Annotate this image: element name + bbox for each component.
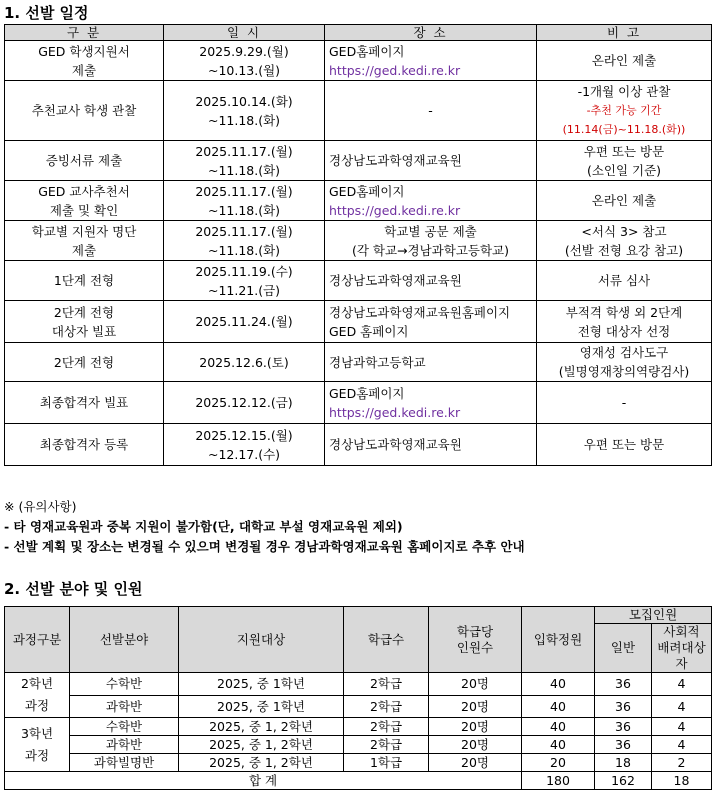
schedule-note-highlight: -추천 가능 기간: [586, 104, 662, 117]
schedule-place: [325, 141, 537, 181]
schedule-date-line: 2025.12.15.(월): [195, 427, 293, 443]
schedule-place-line: 학교별 공문 제출: [384, 223, 477, 239]
schedule-place-line: 경남과학고등학교: [329, 354, 426, 370]
schedule-place-line: 경상남도과학영재교육원: [329, 153, 462, 168]
schedule-place: [325, 382, 537, 424]
schedule-table: [4, 24, 712, 466]
schedule-row: [5, 81, 712, 141]
quota-social: 4: [652, 695, 712, 718]
quota-per-class: 20명: [429, 736, 522, 754]
schedule-place-line: GED홈페이지: [329, 43, 405, 59]
schedule-date-line: ~11.18.(화): [207, 162, 281, 178]
header-classes: 학급수: [344, 607, 429, 673]
schedule-date-line: 2025.10.14.(화): [195, 93, 293, 109]
quota-target: 2025, 중 1, 2학년: [179, 718, 344, 736]
quota-body: [5, 673, 712, 790]
schedule-date: [164, 343, 325, 382]
schedule-item-line: 대상자 빌표: [51, 323, 117, 339]
notes-heading: ※ (유의사항): [4, 499, 77, 514]
quota-target: 2025, 중 1학년: [179, 695, 344, 718]
schedule-row: [5, 221, 712, 261]
schedule-row: [5, 301, 712, 343]
quota-row: [5, 736, 712, 754]
schedule-place-line: 경상남도과학영재교육원홈페이지: [329, 304, 511, 320]
schedule-date: [164, 424, 325, 466]
schedule-date: [164, 81, 325, 141]
header-course: 과정구분: [5, 607, 70, 673]
quota-course-line: 2학년: [20, 676, 54, 691]
schedule-row: [5, 41, 712, 81]
quota-row: [5, 695, 712, 718]
note-line-2: - 선발 계획 및 장소는 변경될 수 있으며 변경될 경우 경남과학영재교육원 홈페이지로 추후 안내: [4, 539, 525, 554]
quota-social: 4: [652, 736, 712, 754]
header-per-class-2: 인원수: [456, 639, 494, 655]
header-target: 지원대상: [179, 607, 344, 673]
quota-course: [5, 718, 70, 772]
schedule-item-line: 추천교사 학생 관찰: [31, 103, 137, 118]
quota-social: 4: [652, 718, 712, 736]
schedule-place: [325, 301, 537, 343]
schedule-row: [5, 424, 712, 466]
section2-title: 2. 선발 분야 및 인원: [4, 580, 143, 598]
schedule-row: [5, 181, 712, 221]
schedule-note-line: 우편 또는 방문: [583, 143, 665, 159]
header-date: 일 시: [164, 25, 325, 41]
schedule-date: [164, 221, 325, 261]
quota-general: 36: [595, 673, 652, 696]
schedule-item: [5, 141, 164, 181]
note-line-1: - 타 영재교육원과 중복 지원이 불가함(단, 대학교 부설 영재교육원 제외): [4, 519, 403, 534]
schedule-note-line: 영재성 검사도구: [579, 345, 669, 360]
quota-course-line: 3학년: [20, 725, 54, 741]
schedule-date-line: 2025.11.19.(수): [195, 263, 293, 279]
schedule-place: [325, 181, 537, 221]
quota-row: [5, 673, 712, 696]
schedule-row: [5, 343, 712, 382]
quota-general: 36: [595, 695, 652, 718]
schedule-item: [5, 41, 164, 81]
quota-general: 36: [595, 736, 652, 754]
header-capacity: 입학정원: [522, 607, 595, 673]
quota-capacity: 40: [522, 718, 595, 736]
schedule-item-line: 제출: [71, 62, 97, 78]
schedule-date-line: 2025.11.17.(월): [195, 143, 293, 159]
schedule-date-line: ~10.13.(월): [207, 62, 281, 78]
schedule-item: [5, 261, 164, 301]
header-social: [652, 624, 712, 673]
schedule-item-line: 최종합격자 등록: [39, 437, 129, 452]
schedule-item-line: GED 교사추천서: [38, 183, 130, 199]
schedule-date-line: ~11.18.(화): [207, 112, 281, 128]
quota-per-class: 20명: [429, 695, 522, 718]
schedule-note-highlight: (11.14(금)~11.18.(화)): [562, 123, 686, 136]
schedule-place: [325, 343, 537, 382]
schedule-date-line: ~11.18.(화): [207, 242, 281, 258]
schedule-date-line: 2025.9.29.(월): [199, 43, 289, 59]
quota-general: 36: [595, 718, 652, 736]
schedule-date-line: ~11.18.(화): [207, 202, 281, 218]
schedule-place-line: (각 학교→경남과학고등학교): [351, 242, 510, 258]
quota-social: 2: [652, 754, 712, 772]
quota-total-capacity: 180: [522, 772, 595, 790]
schedule-note: [537, 301, 712, 343]
schedule-place: [325, 41, 537, 81]
schedule-place-line: 경상남도과학영재교육원: [329, 437, 462, 452]
schedule-note-line: 온라인 제출: [591, 53, 657, 68]
schedule-place-line: https://ged.kedi.re.kr: [329, 62, 461, 78]
quota-field: 과학반: [70, 695, 179, 718]
quota-course: [5, 673, 70, 718]
schedule-note-line: 부적격 학생 외 2단계: [565, 304, 683, 320]
header-place: 장 소: [325, 25, 537, 41]
schedule-place: [325, 424, 537, 466]
schedule-date: [164, 141, 325, 181]
quota-course-line: 과정: [24, 747, 50, 763]
schedule-note-line: (선발 전형 요강 참고): [564, 242, 684, 258]
schedule-place-line: 경상남도과학영재교육원: [329, 273, 462, 288]
header-note: 비 고: [537, 25, 712, 41]
schedule-date-line: ~11.21.(금): [207, 282, 281, 298]
schedule-item: [5, 343, 164, 382]
quota-general: 18: [595, 754, 652, 772]
schedule-place: [325, 221, 537, 261]
quota-classes: 2학급: [344, 736, 429, 754]
schedule-note: [537, 424, 712, 466]
header-social-2: 배려대상자: [657, 640, 706, 671]
quota-classes: 1학급: [344, 754, 429, 772]
quota-total-label: 합 계: [5, 772, 522, 790]
quota-field: 수학반: [70, 718, 179, 736]
quota-field: 과학빌명반: [70, 754, 179, 772]
schedule-date-line: 2025.11.17.(월): [195, 183, 293, 199]
schedule-note: [537, 221, 712, 261]
schedule-date-line: ~12.17.(수): [207, 446, 281, 462]
schedule-date: [164, 261, 325, 301]
quota-course-line: 과정: [24, 698, 50, 713]
quota-capacity: 40: [522, 673, 595, 696]
schedule-place-line: GED홈페이지: [329, 385, 405, 401]
schedule-item-line: 제출 및 확인: [49, 202, 119, 218]
schedule-row: [5, 382, 712, 424]
schedule-date: [164, 301, 325, 343]
header-social-1: 사회적: [663, 624, 700, 639]
quota-target: 2025, 중 1, 2학년: [179, 754, 344, 772]
schedule-note-line: 온라인 제출: [591, 193, 657, 208]
quota-capacity: 40: [522, 695, 595, 718]
schedule-item: [5, 81, 164, 141]
schedule-note-line: -: [621, 395, 627, 410]
quota-social: 4: [652, 673, 712, 696]
schedule-note-line: 우편 또는 방문: [583, 437, 665, 452]
schedule-note-line: 전형 대상자 선정: [577, 323, 671, 339]
schedule-place-line: https://ged.kedi.re.kr: [329, 404, 461, 420]
schedule-item-line: 2단계 전형: [53, 304, 115, 320]
quota-capacity: 20: [522, 754, 595, 772]
schedule-item: [5, 382, 164, 424]
schedule-row: [5, 261, 712, 301]
notes: [4, 497, 525, 557]
section1-title: 1. 선발 일정: [4, 4, 89, 22]
header-per-class: [429, 607, 522, 673]
schedule-note-line: <서식 3> 참고: [581, 223, 667, 239]
schedule-item: [5, 221, 164, 261]
quota-row: [5, 718, 712, 736]
quota-field: 수학반: [70, 673, 179, 696]
schedule-item-line: 최종합격자 빌표: [39, 395, 129, 410]
schedule-note: [537, 343, 712, 382]
quota-total-general: 162: [595, 772, 652, 790]
schedule-item-line: 1단계 전형: [53, 273, 115, 288]
schedule-item: [5, 424, 164, 466]
schedule-date-line: 2025.11.24.(월): [195, 314, 293, 329]
schedule-note: [537, 41, 712, 81]
schedule-item-line: 학교별 지원자 명단: [31, 223, 137, 239]
header-field: 선발분야: [70, 607, 179, 673]
schedule-item: [5, 181, 164, 221]
quota-total-row: [5, 772, 712, 790]
schedule-date: [164, 181, 325, 221]
quota-row: [5, 754, 712, 772]
schedule-body: [5, 41, 712, 466]
schedule-date-line: 2025.12.6.(토): [199, 354, 289, 370]
schedule-date-line: 2025.12.12.(금): [195, 395, 293, 410]
header-general: 일반: [595, 624, 652, 673]
header-category: 구 분: [5, 25, 164, 41]
schedule-note-line: (소인일 기준): [586, 162, 662, 178]
quota-classes: 2학급: [344, 673, 429, 696]
schedule-date: [164, 382, 325, 424]
quota-table: [4, 606, 712, 790]
schedule-place: [325, 81, 537, 141]
schedule-note: [537, 141, 712, 181]
schedule-place-line: -: [428, 103, 433, 118]
schedule-item-line: 2단계 전형: [53, 354, 115, 370]
schedule-place-line: https://ged.kedi.re.kr: [329, 202, 461, 218]
schedule-place-line: GED 홈페이지: [329, 323, 409, 339]
quota-field: 과학반: [70, 736, 179, 754]
quota-classes: 2학급: [344, 695, 429, 718]
schedule-item-line: GED 학생지원서: [38, 43, 130, 59]
schedule-note-line: -1개월 이상 관찰: [577, 84, 671, 99]
schedule-note: [537, 81, 712, 141]
quota-target: 2025, 중 1학년: [179, 673, 344, 696]
schedule-item: [5, 301, 164, 343]
header-recruit: 모집인원: [595, 607, 712, 624]
schedule-note-line: 서류 심사: [597, 273, 651, 288]
schedule-note: [537, 261, 712, 301]
quota-per-class: 20명: [429, 673, 522, 696]
schedule-header-row: [5, 25, 712, 41]
schedule-note: [537, 181, 712, 221]
quota-per-class: 20명: [429, 754, 522, 772]
quota-target: 2025, 중 1, 2학년: [179, 736, 344, 754]
schedule-note: [537, 382, 712, 424]
quota-per-class: 20명: [429, 718, 522, 736]
schedule-row: [5, 141, 712, 181]
schedule-item-line: 제출: [71, 242, 97, 258]
schedule-place: [325, 261, 537, 301]
quota-capacity: 40: [522, 736, 595, 754]
schedule-date-line: 2025.11.17.(월): [195, 223, 293, 239]
schedule-item-line: 증빙서류 제출: [45, 153, 123, 168]
schedule-place-line: GED홈페이지: [329, 183, 405, 199]
quota-classes: 2학급: [344, 718, 429, 736]
schedule-note-line: (빌명영재창의역량검사): [558, 364, 690, 379]
header-per-class-1: 학급당: [456, 623, 494, 639]
schedule-date: [164, 41, 325, 81]
quota-total-social: 18: [652, 772, 712, 790]
